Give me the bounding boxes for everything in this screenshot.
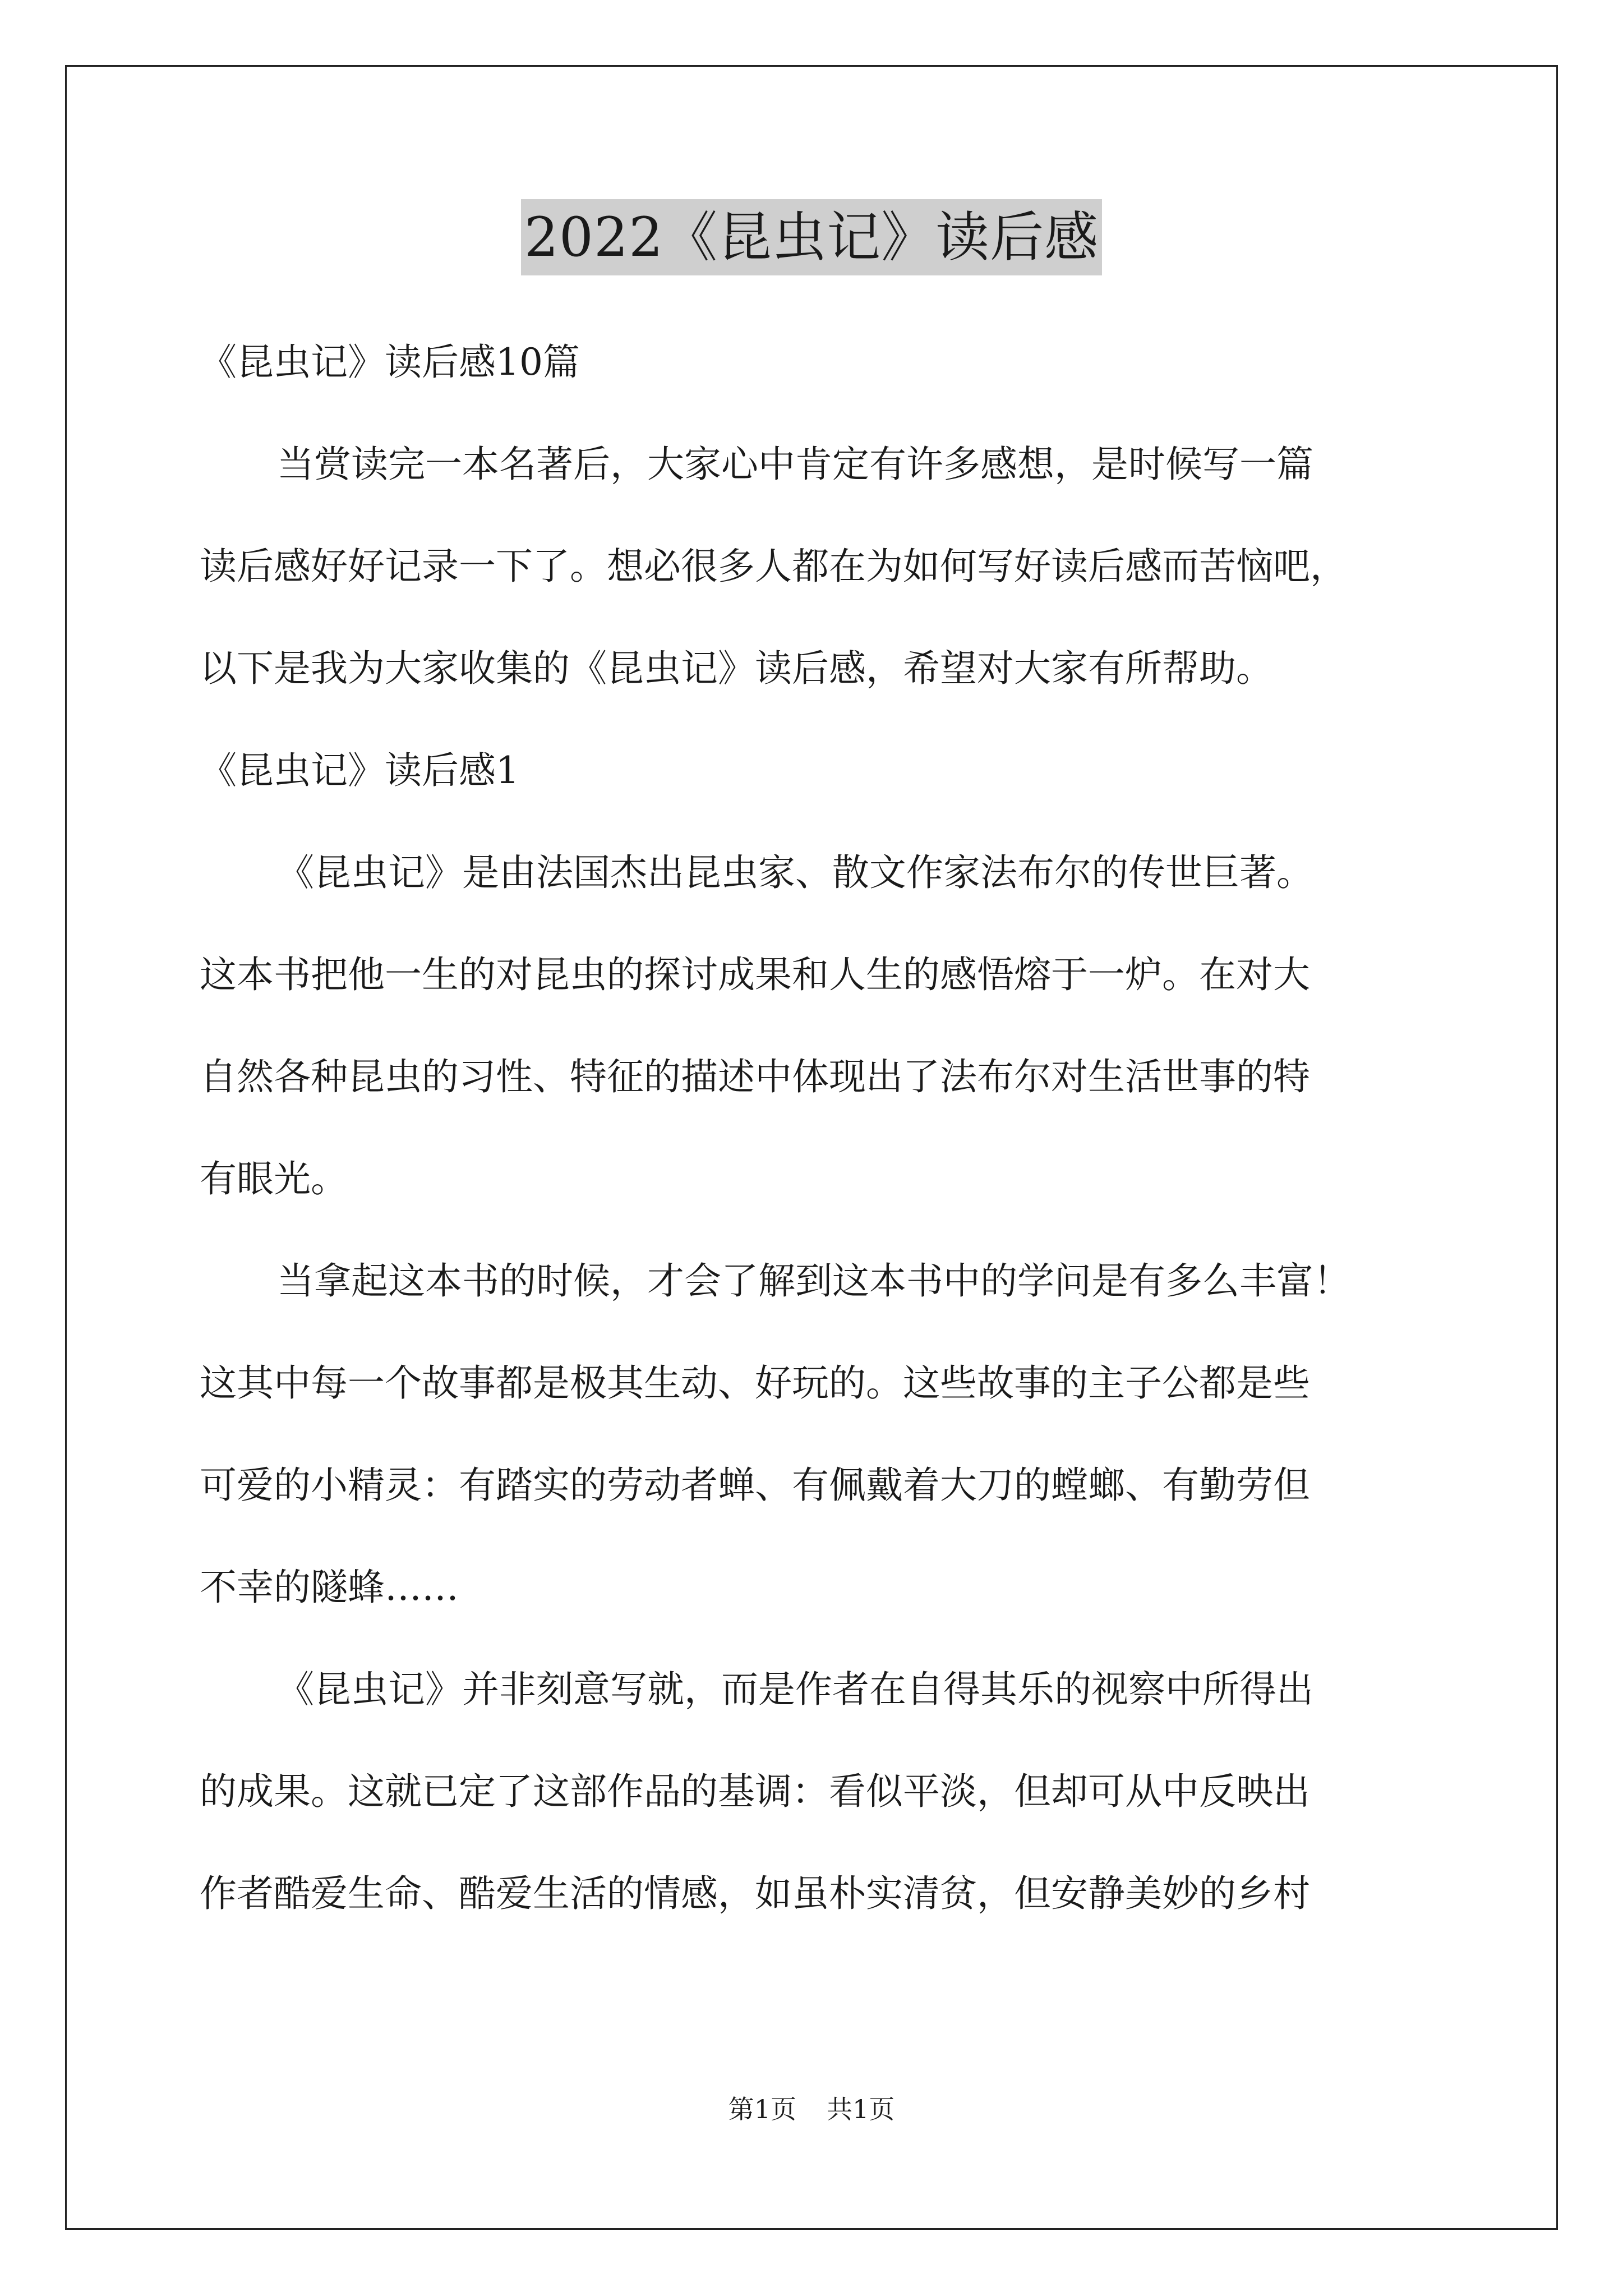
- section-heading: 《昆虫记》读后感10篇: [200, 341, 580, 384]
- paragraph-line: 自然各种昆虫的习性、特征的描述中体现出了法布尔对生活世事的特: [200, 1055, 1310, 1098]
- document-body: [200, 311, 1445, 1945]
- page-number: 第1页: [728, 2094, 796, 2124]
- paragraph-line: 《昆虫记》是由法国杰出昆虫家、散文作家法布尔的传世巨著。: [277, 851, 1313, 894]
- paragraph-line: 的成果。这就已定了这部作品的基调：看似平淡，但却可从中反映出: [200, 1770, 1310, 1813]
- paragraph-line: 可爱的小精灵：有踏实的劳动者蝉、有佩戴着大刀的螳螂、有勤劳但: [200, 1464, 1310, 1507]
- paragraph-line: 当拿起这本书的时候，才会了解到这本书中的学问是有多么丰富！: [277, 1259, 1350, 1303]
- document-title: 2022《昆虫记》读后感: [521, 199, 1102, 275]
- page-total: 共1页: [827, 2094, 895, 2124]
- paragraph-line: 作者酷爱生命、酷爱生活的情感，如虽朴实清贫，但安静美妙的乡村: [200, 1872, 1310, 1915]
- paragraph-line: 不幸的隧蜂……: [200, 1566, 459, 1609]
- paragraph-line: 《昆虫记》并非刻意写就，而是作者在自得其乐的视察中所得出: [277, 1668, 1313, 1711]
- paragraph-line: 当赏读完一本名著后，大家心中肯定有许多感想，是时候写一篇: [277, 443, 1313, 486]
- section-heading: 《昆虫记》读后感1: [200, 749, 519, 792]
- paragraph-line: 这其中每一个故事都是极其生动、好玩的。这些故事的主子公都是些: [200, 1361, 1310, 1405]
- paragraph-line: 有眼光。: [200, 1157, 348, 1200]
- paragraph-line: 读后感好好记录一下了。想必很多人都在为如何写好读后感而苦恼吧，: [200, 545, 1347, 588]
- paragraph-line: 以下是我为大家收集的《昆虫记》读后感，希望对大家有所帮助。: [200, 647, 1273, 690]
- page-footer: [0, 2092, 1623, 2126]
- paragraph-line: 这本书把他一生的对昆虫的探讨成果和人生的感悟熔于一炉。在对大: [200, 953, 1310, 996]
- title-container: [0, 199, 1623, 275]
